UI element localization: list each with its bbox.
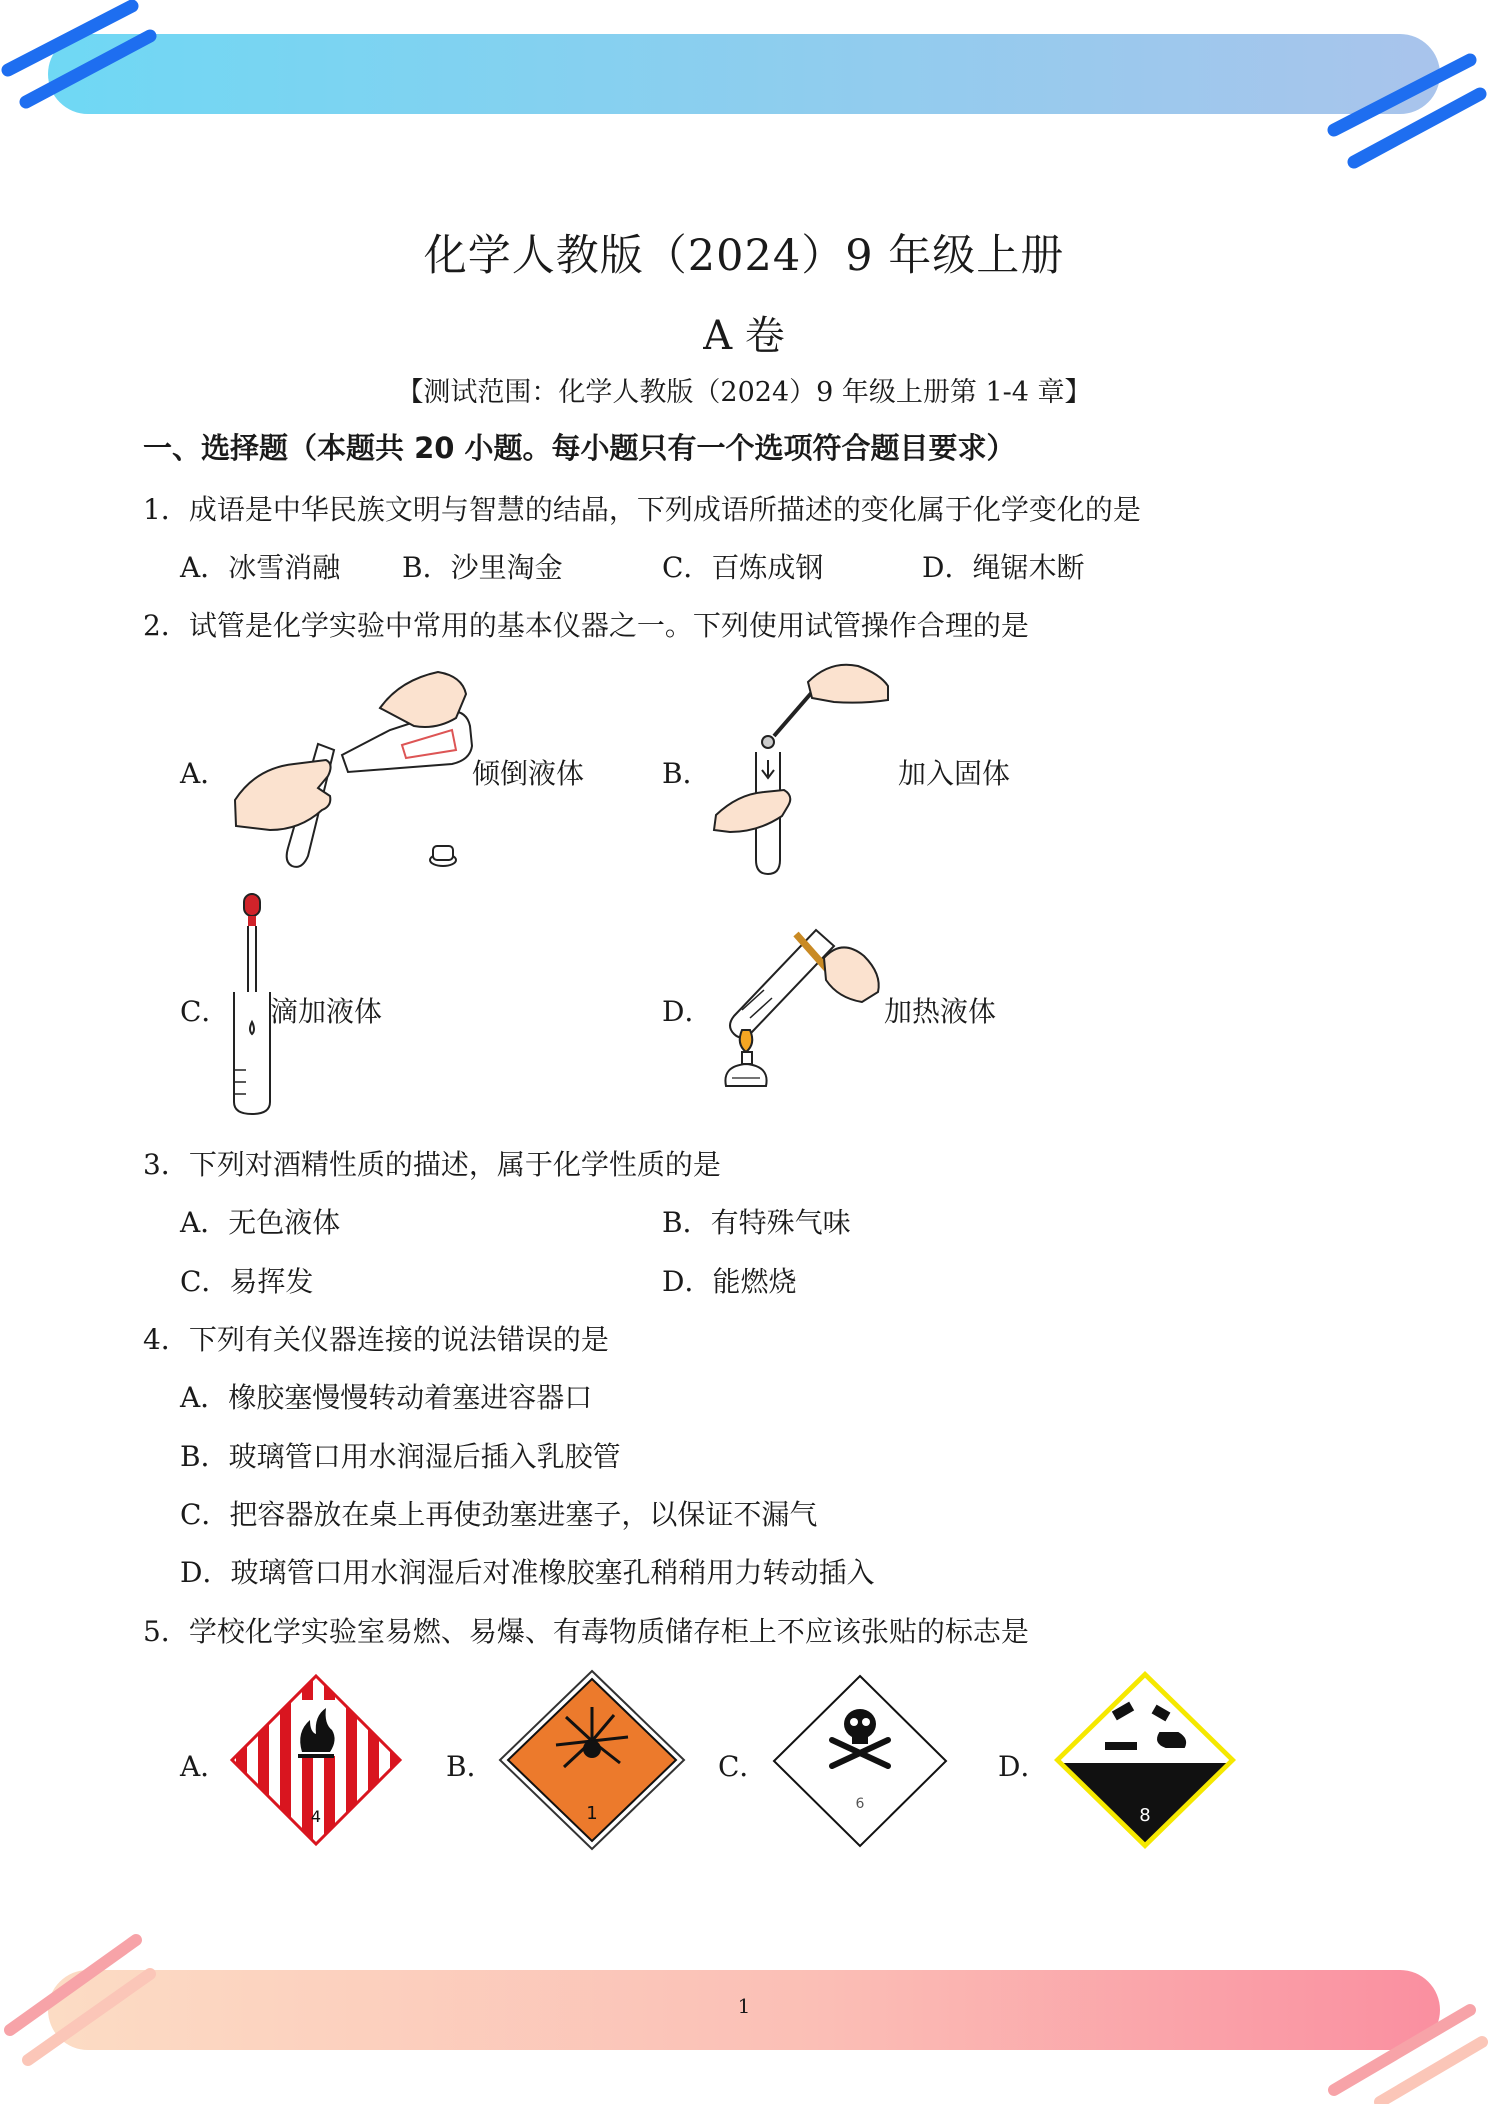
question-1-stem: 1．成语是中华民族文明与智慧的结晶，下列成语所描述的变化属于化学变化的是 [143,493,1141,526]
question-4-option-d[interactable]: D．玻璃管口用水润湿后对准橡胶塞孔稍稍用力转动插入 [180,1556,875,1589]
question-3-option-c[interactable]: C．易挥发 [180,1265,314,1298]
question-4-option-b[interactable]: B．玻璃管口用水润湿后插入乳胶管 [180,1440,621,1473]
heating-liquid-illustration [712,918,892,1098]
test-range: 【测试范围：化学人教版（2024）9 年级上册第 1-4 章】 [396,377,1092,408]
question-4-option-c[interactable]: C．把容器放在桌上再使劲塞进塞子，以保证不漏气 [180,1498,818,1531]
question-5-option-c[interactable]: C． [718,1750,768,1783]
flammable-solid-sign-icon [228,1672,404,1848]
question-2-option-b-caption: 加入固体 [898,757,1011,790]
question-1-option-c[interactable]: C．百炼成钢 [662,551,824,584]
question-4-option-a[interactable]: A．橡胶塞慢慢转动着塞进容器口 [180,1381,593,1414]
question-5-option-a[interactable]: A． [180,1750,229,1783]
sign-c-number: 6 [855,1796,865,1812]
question-5-option-b[interactable]: B． [446,1750,495,1783]
page-title: 化学人教版（2024）9 年级上册 [423,231,1065,281]
section-heading: 一、选择题（本题共 20 小题。每小题只有一个选项符合题目要求） [143,431,1016,465]
adding-solid-illustration [712,660,902,875]
question-5-option-d[interactable]: D． [998,1750,1049,1783]
question-4-stem: 4．下列有关仪器连接的说法错误的是 [143,1323,609,1356]
question-2-option-a-caption: 倾倒液体 [472,757,585,790]
question-2-stem: 2．试管是化学实验中常用的基本仪器之一。下列使用试管操作合理的是 [143,609,1029,642]
toxic-sign-icon [770,1672,950,1850]
question-1-option-b[interactable]: B．沙里淘金 [402,551,563,584]
header-band [48,34,1440,114]
sign-b-number: 1 [586,1803,598,1824]
question-2-option-d-caption: 加热液体 [884,995,997,1028]
question-2-option-d[interactable]: D． [662,995,713,1028]
question-2-option-a[interactable]: A． [180,757,229,790]
explosive-sign-icon [496,1667,688,1853]
question-1-option-a[interactable]: A．冰雪消融 [180,551,341,584]
question-2-option-c[interactable]: C． [180,995,230,1028]
sign-a-number: 4 [310,1807,322,1826]
question-3-option-d[interactable]: D．能燃烧 [662,1265,797,1298]
question-2-option-b[interactable]: B． [662,757,711,790]
sign-d-number: 8 [1139,1805,1151,1826]
header-stripes-right [1320,50,1488,180]
header-stripes-left [0,0,160,120]
page-number: 1 [737,1994,751,2018]
paper-subtitle: A 卷 [703,313,785,359]
pouring-liquid-illustration [230,660,480,875]
question-3-stem: 3．下列对酒精性质的描述，属于化学性质的是 [143,1148,721,1181]
corrosive-sign-icon [1050,1667,1240,1853]
question-3-option-a[interactable]: A．无色液体 [180,1206,341,1239]
question-3-option-b[interactable]: B．有特殊气味 [662,1206,851,1239]
question-2-option-c-caption: 滴加液体 [270,995,383,1028]
question-1-option-d[interactable]: D．绳锯木断 [922,551,1085,584]
question-5-stem: 5．学校化学实验室易燃、易爆、有毒物质储存柜上不应该张贴的标志是 [143,1615,1029,1648]
